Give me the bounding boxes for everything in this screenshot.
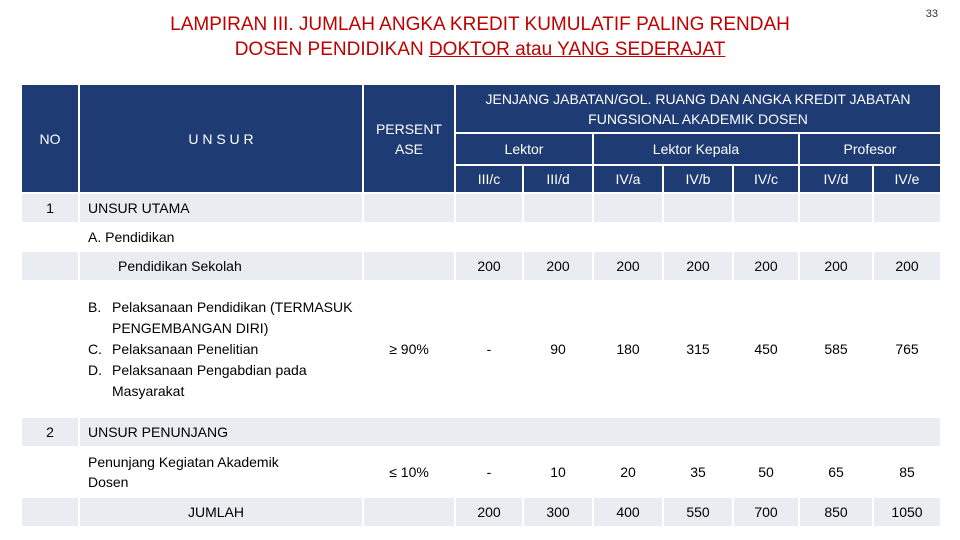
table-cell — [664, 194, 732, 222]
value-cell: 85 — [874, 448, 940, 496]
value-cell: 200 — [734, 252, 798, 280]
value-cell: - — [456, 448, 522, 496]
value-cell: 200 — [456, 252, 522, 280]
table-cell — [22, 252, 78, 280]
list-item — [88, 339, 362, 360]
persen-cell: ≥ 90% — [364, 282, 454, 416]
header-grade: IV/e — [874, 166, 940, 192]
value-cell: 200 — [664, 252, 732, 280]
table-cell — [800, 194, 872, 222]
value-cell: 450 — [734, 282, 798, 416]
header-grade: IV/c — [734, 166, 798, 192]
header-grade: IV/b — [664, 166, 732, 192]
list-item-text: Pelaksanaan Pengabdian pada Masyarakat — [112, 361, 307, 399]
row-unsur-penunjang-no: 2 — [22, 418, 78, 446]
total-cell: 400 — [594, 498, 662, 526]
value-cell: 20 — [594, 448, 662, 496]
header-jenjang: JENJANG JABATAN/GOL. RUANG DAN ANGKA KREDIT JABATAN FUNGSIONAL AKADEMIK DOSEN — [456, 85, 940, 132]
value-cell: 90 — [524, 282, 592, 416]
value-cell: 200 — [594, 252, 662, 280]
list-marker: D. — [88, 361, 102, 378]
table-cell — [594, 194, 662, 222]
pelaksanaan-items — [88, 297, 362, 402]
header-grade: IV/a — [594, 166, 662, 192]
table-cell — [524, 194, 592, 222]
row-unsur-utama-label: UNSUR UTAMA — [80, 194, 362, 222]
row-pendidikan-sekolah-label: Pendidikan Sekolah — [80, 252, 362, 280]
table-cell — [364, 498, 454, 526]
title-line-1: LAMPIRAN III. JUMLAH ANGKA KREDIT KUMULATIF PALING RENDAH — [170, 14, 790, 35]
page-number: 33 — [925, 8, 938, 20]
row-unsur-utama-no: 1 — [22, 194, 78, 222]
list-item — [88, 297, 362, 339]
table-cell — [734, 194, 798, 222]
header-persentase: PERSENT ASE — [364, 85, 454, 192]
value-cell: 65 — [800, 448, 872, 496]
value-cell: 315 — [664, 282, 732, 416]
total-cell: 300 — [524, 498, 592, 526]
list-item — [88, 360, 362, 402]
value-cell: 200 — [874, 252, 940, 280]
table-cell — [22, 224, 78, 250]
value-cell: 10 — [524, 448, 592, 496]
value-cell: 765 — [874, 282, 940, 416]
header-grade: III/c — [456, 166, 522, 192]
value-cell: 35 — [664, 448, 732, 496]
header-no: NO — [22, 85, 78, 192]
header-grade: IV/d — [800, 166, 872, 192]
table-cell — [874, 194, 940, 222]
row-pelaksanaan-list — [80, 282, 362, 416]
table-cell — [456, 194, 522, 222]
header-grade: III/d — [524, 166, 592, 192]
list-marker: C. — [88, 340, 102, 357]
list-item-text: Pelaksanaan Pendidikan (TERMASUK PENGEMBANGAN DIRI) — [112, 298, 353, 336]
value-cell: 200 — [800, 252, 872, 280]
row-pendidikan-label: A. Pendidikan — [80, 224, 362, 250]
total-cell: 850 — [800, 498, 872, 526]
total-cell: 550 — [664, 498, 732, 526]
table-cell — [364, 252, 454, 280]
header-group-lektor: Lektor — [456, 134, 592, 164]
total-cell: 200 — [456, 498, 522, 526]
row-jumlah-label: JUMLAH — [80, 498, 362, 526]
value-cell: 180 — [594, 282, 662, 416]
row-penunjang-label: Penunjang Kegiatan Akademik Dosen — [80, 448, 362, 496]
table-cell — [22, 498, 78, 526]
row-unsur-penunjang-label: UNSUR PENUNJANG — [80, 418, 940, 446]
value-cell: 200 — [524, 252, 592, 280]
title-line-2-prefix: DOSEN PENDIDIKAN — [234, 39, 429, 60]
total-cell: 700 — [734, 498, 798, 526]
value-cell: - — [456, 282, 522, 416]
list-item-text: Pelaksanaan Penelitian — [112, 340, 259, 357]
row-unsur-utama-persen — [364, 194, 454, 222]
header-unsur: U N S U R — [80, 85, 362, 192]
list-marker: B. — [88, 298, 102, 315]
total-cell: 1050 — [874, 498, 940, 526]
title-line-2 — [80, 37, 880, 62]
page-title — [80, 12, 880, 62]
persen-cell: ≤ 10% — [364, 448, 454, 496]
title-line-2-underlined: DOKTOR atau YANG SEDERAJAT — [428, 39, 726, 60]
table-cell — [22, 448, 78, 496]
header-group-profesor: Profesor — [800, 134, 940, 164]
header-group-lektor-kepala: Lektor Kepala — [594, 134, 798, 164]
value-cell: 50 — [734, 448, 798, 496]
value-cell: 585 — [800, 282, 872, 416]
table-cell — [22, 282, 78, 416]
